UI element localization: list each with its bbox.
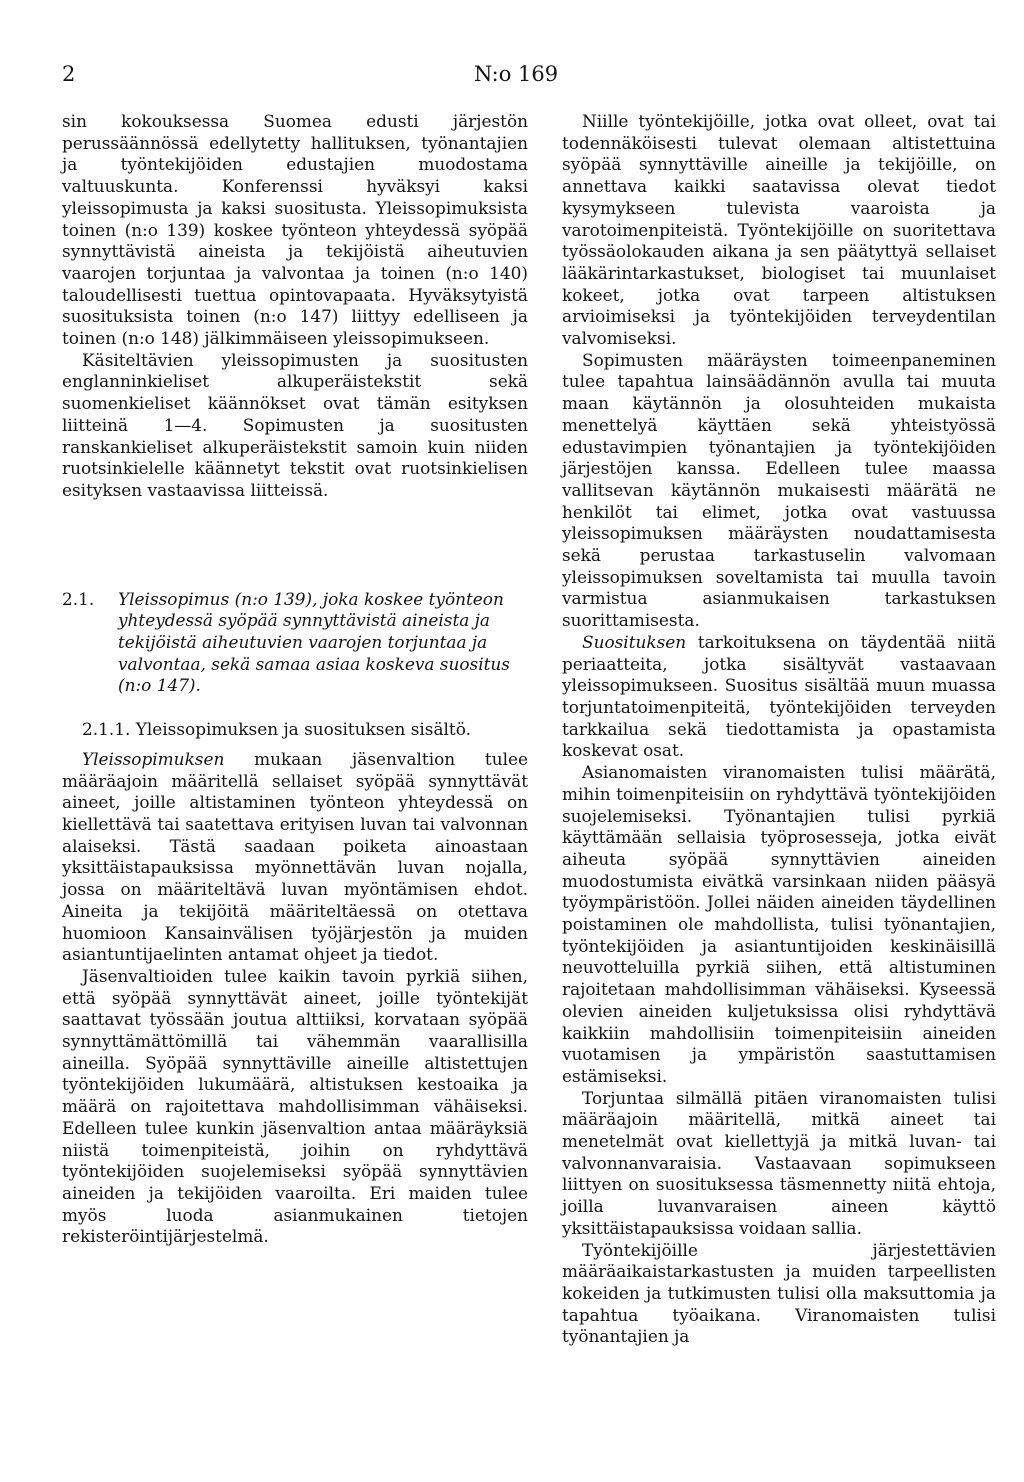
document-number: N:o 169 bbox=[474, 62, 559, 86]
paragraph: Työntekijöille järjestettävien määräaikaistarkastusten ja muiden tarpeellisten kokeiden ja tutkimusten tulisi olla maksuttomia ja tapahtua työaikana. Viranomaisten tulisi työnantajien ja bbox=[562, 1239, 996, 1347]
paragraph: Niille työntekijöille, jotka ovat olleet, ovat tai todennäköisesti tulevat olemaan altistettuina syöpää synnyttäville aineille ja tekijöille, on annettava kaikki saatavissa olevat tiedot kysymykseen tulevista vaaroista ja varotoimenpiteistä. Työntekijöille on suoritettava työssäolokauden aikana ja sen päätyttyä sellaiset lääkärintarkastukset, biologiset tai muunlaiset kokeet, jotka ovat tarpeen altistuksen arvioimiseksi ja työntekijöiden terveydentilan valvomiseksi. bbox=[562, 111, 996, 349]
right-column bbox=[562, 111, 996, 1348]
paragraph bbox=[562, 632, 996, 762]
page-number: 2 bbox=[62, 62, 76, 86]
subsection-number: 2.1.1. bbox=[82, 719, 131, 740]
paragraph: Käsiteltävien yleissopimusten ja suositusten englanninkieliset alkuperäistekstit sekä suomenkieliset käännökset ovat tämän esityksen liitteinä 1—4. Sopimusten ja suositusten ranskankieliset alkuperäistekstit samoin kuin niiden ruotsinkielelle käännetyt tekstit ovat ruotsinkielisen esityksen vastaavissa liitteissä. bbox=[62, 349, 528, 500]
left-column bbox=[62, 111, 528, 1248]
paragraph bbox=[62, 749, 528, 966]
section-title: Yleissopimus (n:o 139), joka koskee työnteon yhteydessä syöpää synnyttävistä aineista ja tekijöistä aiheutuvien vaarojen torjuntaa ja valvontaa, sekä samaa asiaa koskeva suositus (n:o 147). bbox=[118, 588, 510, 696]
paragraph: Asianomaisten viranomaisten tulisi määrätä, mihin toimenpiteisiin on ryhdyttävä työntekijöiden suojelemiseksi. Työnantajien tulisi pyrkiä käyttämään sellaisia työprosesseja, jotka eivät aiheuta syöpää synnyttävien aineiden muodostumista eivätkä varsinkaan niiden pääsyä työympäristöön. Jollei näiden aineiden täydellinen poistaminen ole mahdollista, tulisi työnantajien, työntekijöiden ja asiantuntijoiden keskinäisillä neuvotteluilla pyrkiä siihen, että altistuminen rajoitetaan mahdollisimman vähäiseksi. Kyseessä olevien aineiden kuljetuksissa olisi ryhdyttävä kaikkiin mahdollisiin toimenpiteisiin aineiden vuotamisen ja ympäristön saastuttamisen estämiseksi. bbox=[562, 762, 996, 1086]
paragraph-text: tarkoituksena on täydentää niitä periaatteita, jotka sisältyvät vastaavaan yleissopimukseen. Suositus sisältää muun muassa torjuntatoimenpiteitä, työntekijöiden terveyden tarkkailua sekä tiedottamista ja opastamista koskevat osat. bbox=[562, 631, 996, 761]
paragraph: sin kokouksessa Suomea edusti järjestön perussäännössä edellytetty hallituksen, työnantajien ja työntekijöiden edustajien muodostama valtuuskunta. Konferenssi hyväksyi kaksi yleissopimusta ja kaksi suositusta. Yleissopimuksista toinen (n:o 139) koskee työnteon yhteydessä syöpää synnyttävistä aineista ja tekijöistä aiheutuvien vaarojen torjuntaa ja valvontaa ja toinen (n:o 140) taloudellisesti tuettua opintovapaata. Hyväksytyistä suosituksista toinen (n:o 147) liittyy edelliseen ja toinen (n:o 148) jälkimmäiseen yleissopimukseen. bbox=[62, 111, 528, 349]
emphasis-lead: Yleissopimuksen bbox=[82, 748, 225, 769]
subsection-heading bbox=[62, 719, 528, 741]
emphasis-lead: Suosituksen bbox=[582, 631, 687, 652]
section-heading bbox=[62, 589, 528, 698]
paragraph: Sopimusten määräysten toimeenpaneminen tulee tapahtua lainsäädännön avulla tai muuta maan käytännön ja olosuhteiden mukaista menettelyä käyttäen sekä yhteistyössä edustavimpien työnantajien ja työntekijöiden järjestöjen kanssa. Edelleen tulee maassa vallitsevan käytännön mukaisesti määrätä ne henkilöt tai elimet, jotka ovat vastuussa yleissopimuksen määräysten noudattamisesta sekä perustaa tarkastuselin valvomaan yleissopimuksen soveltamista tai muulla tavoin varmistua asianmukaisen tarkastuksen suorittamisesta. bbox=[562, 349, 996, 631]
section-number: 2.1. bbox=[62, 588, 95, 609]
paragraph-text: mukaan jäsenvaltion tulee määräajoin määritellä sellaiset syöpää synnyttävät aineet, joille altistaminen työnteon yhteydessä on kiellettävä tai saatettava erityisen luvan tai valvonnan alaiseksi. Tästä saadaan poiketa ainoastaan yksittäistapauksissa myönnettävän luvan nojalla, jossa on määriteltävä luvan myöntämisen ehdot. Aineita ja tekijöitä määriteltäessä on otettava huomioon Kansainvälisen työjärjestön ja muiden asiantuntijaelinten antamat ohjeet ja tiedot. bbox=[62, 748, 528, 965]
paragraph: Torjuntaa silmällä pitäen viranomaisten tulisi määräajoin määritellä, mitkä aineet tai menetelmät ovat kiellettyjä ja mitkä luvan- tai valvonnanvaraisia. Vastaavaan sopimukseen liittyen on suosituksessa täsmennetty niitä ehtoja, joilla luvanvaraisen aineen käyttö yksittäistapauksissa voidaan sallia. bbox=[562, 1087, 996, 1238]
subsection-title: Yleissopimuksen ja suosituksen sisältö. bbox=[135, 719, 471, 740]
paragraph: Jäsenvaltioiden tulee kaikin tavoin pyrkiä siihen, että syöpää synnyttävät aineet, joille työntekijät saattavat työssään joutua alttiiksi, korvataan syöpää synnyttämättömillä tai vähemmän vaarallisilla aineilla. Syöpää synnyttäville aineille altistettujen työntekijöiden lukumäärä, altistuksen kestoaika ja määrä on rajoitettava mahdollisimman vähäiseksi. Edelleen tulee kunkin jäsenvaltion antaa määräyksiä niistä toimenpiteistä, joihin on ryhdyttävä työntekijöiden suojelemiseksi syöpää synnyttävien aineiden ja tekijöiden vaaroilta. Eri maiden tulee myös luoda asianmukainen tietojen rekisteröintijärjestelmä. bbox=[62, 965, 528, 1247]
